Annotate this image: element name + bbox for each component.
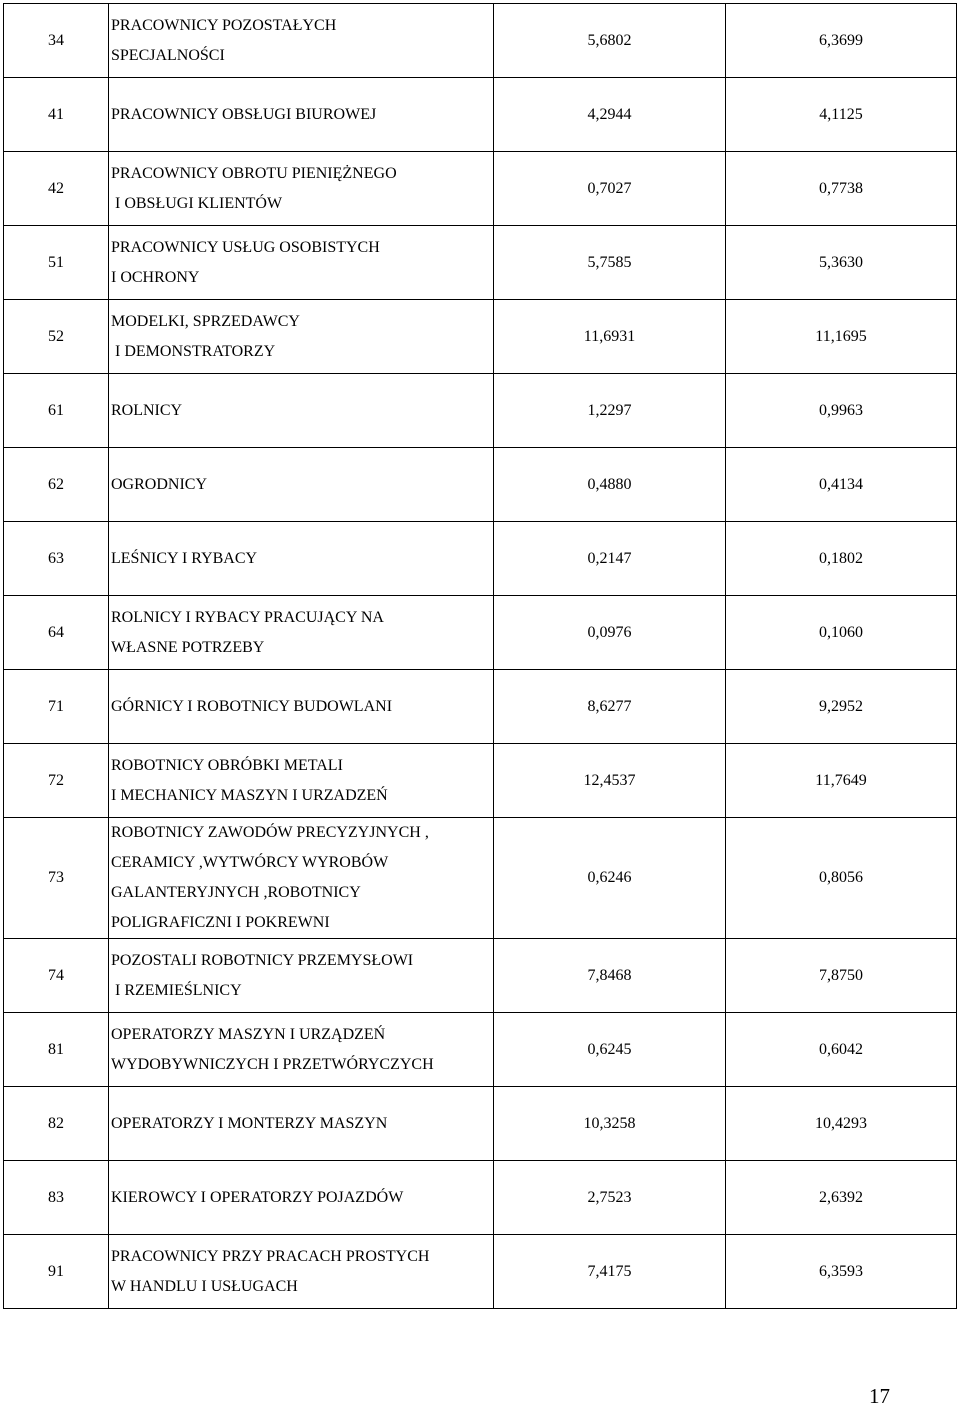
value-1-cell: 12,4537 — [494, 744, 726, 818]
occupation-code-cell: 73 — [4, 818, 109, 939]
table-row — [4, 670, 957, 744]
occupation-name-cell — [109, 939, 494, 1013]
occupation-name-line: GÓRNICY I ROBOTNICY BUDOWLANI — [111, 697, 393, 715]
value-2-cell: 0,1802 — [726, 522, 957, 596]
occupation-code-cell: 91 — [4, 1235, 109, 1309]
occupation-code-cell: 64 — [4, 596, 109, 670]
occupation-name-line: OGRODNICY — [111, 475, 207, 493]
occupation-name-line: POLIGRAFICZNI I POKREWNI — [111, 914, 330, 931]
table-row — [4, 744, 957, 818]
occupation-name-cell — [109, 300, 494, 374]
occupation-name-line: SPECJALNOŚCI — [111, 46, 225, 64]
value-1-cell: 0,0976 — [494, 596, 726, 670]
value-1-cell: 8,6277 — [494, 670, 726, 744]
occupation-code-cell: 61 — [4, 374, 109, 448]
occupation-name-cell — [109, 596, 494, 670]
table-row — [4, 1087, 957, 1161]
occupation-name-line: KIEROWCY I OPERATORZY POJAZDÓW — [111, 1188, 404, 1206]
occupation-table-body — [4, 4, 957, 1309]
value-1-cell: 0,6246 — [494, 818, 726, 939]
value-1-cell: 0,2147 — [494, 522, 726, 596]
occupation-name-cell — [109, 522, 494, 596]
occupation-name-line: CERAMICY ,WYTWÓRCY WYROBÓW — [111, 854, 389, 871]
occupation-name-line: MODELKI, SPRZEDAWCY — [111, 312, 300, 330]
occupation-name-cell — [109, 1087, 494, 1161]
occupation-name-line: PRACOWNICY PRZY PRACACH PROSTYCH — [111, 1247, 430, 1265]
occupation-name-line: I DEMONSTRATORZY — [115, 342, 276, 360]
occupation-name-line: ROBOTNICY OBRÓBKI METALI — [111, 756, 343, 774]
occupation-code-cell: 83 — [4, 1161, 109, 1235]
occupation-name-line: I MECHANICY MASZYN I URZADZEŃ — [111, 786, 388, 804]
table-row — [4, 4, 957, 78]
occupation-name-line: I RZEMIEŚLNICY — [115, 981, 242, 999]
occupation-name-cell — [109, 78, 494, 152]
occupation-name-cell — [109, 374, 494, 448]
value-1-cell: 7,8468 — [494, 939, 726, 1013]
value-2-cell: 0,7738 — [726, 152, 957, 226]
value-2-cell: 10,4293 — [726, 1087, 957, 1161]
occupation-name-line: ROLNICY I RYBACY PRACUJĄCY NA — [111, 608, 384, 626]
occupation-code-cell: 52 — [4, 300, 109, 374]
occupation-name-cell — [109, 1161, 494, 1235]
occupation-name-line: I OCHRONY — [111, 268, 200, 286]
occupation-code-cell: 42 — [4, 152, 109, 226]
table-row — [4, 300, 957, 374]
value-1-cell: 0,4880 — [494, 448, 726, 522]
value-2-cell: 11,1695 — [726, 300, 957, 374]
value-2-cell: 11,7649 — [726, 744, 957, 818]
occupation-table-container — [3, 3, 960, 1309]
value-2-cell: 2,6392 — [726, 1161, 957, 1235]
occupation-name-line: OPERATORZY I MONTERZY MASZYN — [111, 1114, 388, 1132]
occupation-name-cell — [109, 226, 494, 300]
occupation-name-line: WŁASNE POTRZEBY — [111, 638, 265, 656]
occupation-name-line: W HANDLU I USŁUGACH — [111, 1277, 298, 1295]
occupation-name-cell — [109, 448, 494, 522]
occupation-name-line: PRACOWNICY OBROTU PIENIĘŻNEGO — [111, 164, 397, 182]
table-row — [4, 596, 957, 670]
occupation-code-cell: 74 — [4, 939, 109, 1013]
value-1-cell: 1,2297 — [494, 374, 726, 448]
occupation-name-line: LEŚNICY I RYBACY — [111, 549, 258, 567]
value-2-cell: 0,8056 — [726, 818, 957, 939]
occupation-code-cell: 34 — [4, 4, 109, 78]
table-row — [4, 818, 957, 939]
value-1-cell: 0,6245 — [494, 1013, 726, 1087]
occupation-name-line: PRACOWNICY USŁUG OSOBISTYCH — [111, 238, 380, 256]
value-2-cell: 7,8750 — [726, 939, 957, 1013]
occupation-code-cell: 71 — [4, 670, 109, 744]
page-number: 17 — [869, 1384, 890, 1408]
table-row — [4, 448, 957, 522]
occupation-name-cell — [109, 1013, 494, 1087]
occupation-code-cell: 81 — [4, 1013, 109, 1087]
table-row — [4, 1235, 957, 1309]
value-2-cell: 9,2952 — [726, 670, 957, 744]
table-row — [4, 152, 957, 226]
value-2-cell: 0,6042 — [726, 1013, 957, 1087]
occupation-code-cell: 62 — [4, 448, 109, 522]
occupation-name-line: OPERATORZY MASZYN I URZĄDZEŃ — [111, 1025, 386, 1043]
occupation-name-cell — [109, 670, 494, 744]
occupation-code-cell: 41 — [4, 78, 109, 152]
value-1-cell: 10,3258 — [494, 1087, 726, 1161]
occupation-name-line: POZOSTALI ROBOTNICY PRZEMYSŁOWI — [111, 951, 414, 969]
table-row — [4, 1013, 957, 1087]
table-row — [4, 1161, 957, 1235]
value-2-cell: 0,9963 — [726, 374, 957, 448]
occupation-name-cell — [109, 4, 494, 78]
value-1-cell: 2,7523 — [494, 1161, 726, 1235]
occupation-code-cell: 72 — [4, 744, 109, 818]
value-1-cell: 5,6802 — [494, 4, 726, 78]
occupation-name-cell — [109, 152, 494, 226]
value-2-cell: 6,3593 — [726, 1235, 957, 1309]
value-2-cell: 0,4134 — [726, 448, 957, 522]
table-row — [4, 939, 957, 1013]
occupation-name-cell — [109, 1235, 494, 1309]
value-1-cell: 11,6931 — [494, 300, 726, 374]
occupation-name-line: ROBOTNICY ZAWODÓW PRECYZYJNYCH , — [111, 824, 429, 841]
occupation-code-cell: 51 — [4, 226, 109, 300]
value-2-cell: 5,3630 — [726, 226, 957, 300]
occupation-name-line: PRACOWNICY POZOSTAŁYCH — [111, 16, 337, 34]
occupation-name-line: WYDOBYWNICZYCH I PRZETWÓRYCZYCH — [111, 1055, 434, 1073]
occupation-code-cell: 82 — [4, 1087, 109, 1161]
table-row — [4, 78, 957, 152]
occupation-name-cell — [109, 818, 494, 939]
value-2-cell: 0,1060 — [726, 596, 957, 670]
occupation-name-cell — [109, 744, 494, 818]
occupation-table — [3, 3, 957, 1309]
value-1-cell: 7,4175 — [494, 1235, 726, 1309]
occupation-name-line: I OBSŁUGI KLIENTÓW — [115, 194, 283, 212]
value-2-cell: 4,1125 — [726, 78, 957, 152]
table-row — [4, 522, 957, 596]
value-1-cell: 4,2944 — [494, 78, 726, 152]
occupation-code-cell: 63 — [4, 522, 109, 596]
occupation-name-line: PRACOWNICY OBSŁUGI BIUROWEJ — [111, 105, 377, 123]
table-row — [4, 374, 957, 448]
occupation-name-line: GALANTERYJNYCH ,ROBOTNICY — [111, 884, 361, 901]
value-1-cell: 0,7027 — [494, 152, 726, 226]
occupation-name-line: ROLNICY — [111, 401, 183, 419]
value-1-cell: 5,7585 — [494, 226, 726, 300]
value-2-cell: 6,3699 — [726, 4, 957, 78]
table-row — [4, 226, 957, 300]
